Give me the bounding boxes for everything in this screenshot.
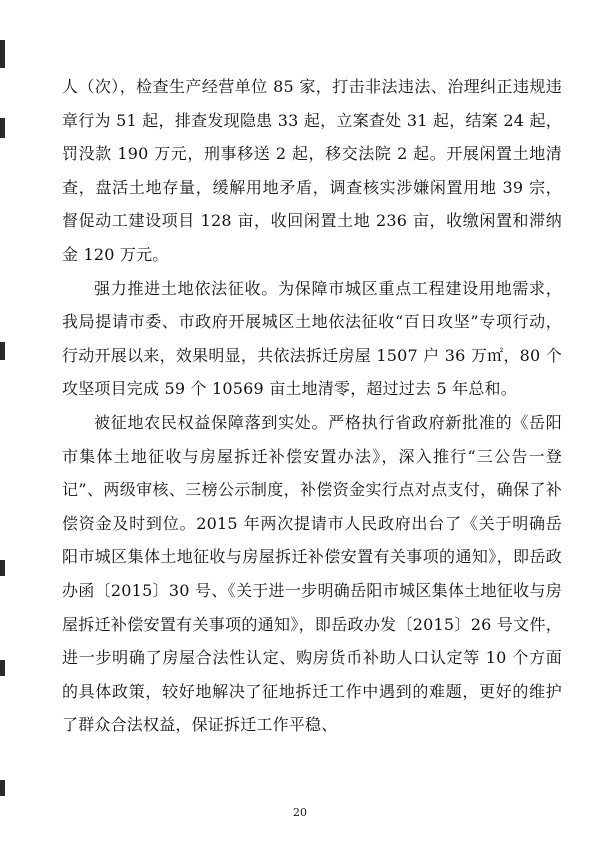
scan-edge-mark: [0, 342, 5, 360]
page-number: 20: [293, 806, 307, 819]
scan-edge-mark: [0, 118, 5, 138]
scan-edge-mark: [0, 40, 5, 68]
scan-edge-mark: [0, 780, 5, 796]
scan-edge-mark: [0, 660, 5, 676]
document-body: [62, 70, 562, 742]
paragraph-land-expropriation: 强力推进土地依法征收。为保障市城区重点工程建设用地需求，我局提请市委、市政府开展城区土地依法征收“百日攻坚”专项行动，行动开展以来，效果明显，共依法拆迁房屋 1507 户 36 万㎡，80 个攻坚项目完成 59 个 10569 亩土地清零，超过过去 5 年总和。: [62, 278, 562, 399]
paragraph-continuation: 人（次），检查生产经营单位 85 家，打击非法违法、治理纠正违规违章行为 51 起，排查发现隐患 33 起，立案查处 31 起，结案 24 起，罚没款 190 万元，刑事移送 2 起，移交法院 2 起。开展闲置土地清查，盘活土地存量，缓解用地矛盾，调查核实涉嫌闲置用地 39 宗，督促动工建设项目 128 亩，收回闲置土地 236 亩，收缴闲置和滞纳金 120 万元。: [62, 77, 562, 264]
scan-edge-mark: [0, 560, 5, 576]
paragraph-farmer-rights: 被征地农民权益保障落到实处。严格执行省政府新批准的《岳阳市集体土地征收与房屋拆迁补偿安置办法》，深入推行“三公告一登记”、两级审核、三榜公示制度，补偿资金实行点对点支付，确保了补偿资金及时到位。2015 年两次提请市人民政府出台了《关于明确岳阳市城区集体土地征收与房屋拆迁补偿安置有关事项的通知》，即岳政办函〔2015〕30 号、《关于进一步明确岳阳市城区集体土地征收与房屋拆迁补偿安置有关事项的通知》，即岳政办发〔2015〕26 号文件，进一步明确了房屋合法性认定、购房货币补助人口认定等 10 个方面的具体政策，较好地解决了征地拆迁工作中遇到的难题，更好的维护了群众合法权益，保证拆迁工作平稳、: [62, 412, 562, 735]
